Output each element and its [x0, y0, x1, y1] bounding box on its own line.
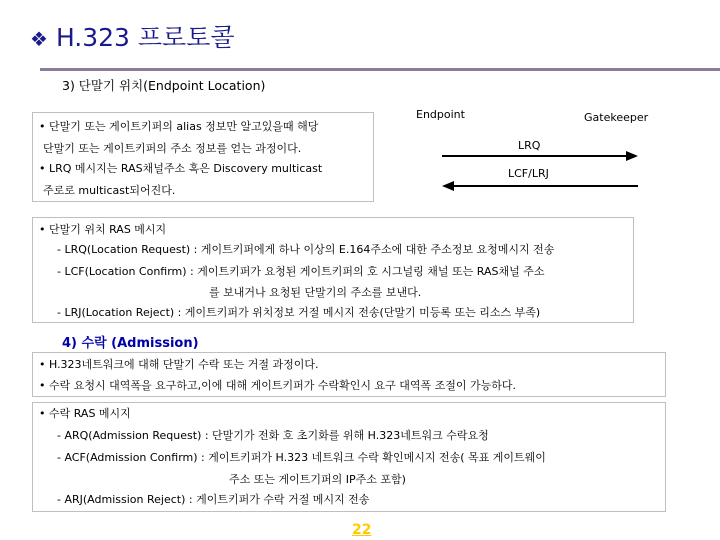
- ras-line: 를 보내거나 요청된 단말기의 주소를 보낸다.: [209, 286, 422, 299]
- section3-ras-messages-box: [32, 217, 634, 323]
- ras-line: 주소 또는 게이트기퍼의 IP주소 포함): [229, 473, 406, 486]
- section4-heading: 4) 수락 (Admission): [62, 336, 199, 351]
- lrq-arrow: [440, 150, 640, 162]
- ras-line: - LRQ(Location Request) : 게이트키퍼에게 하나 이상의 E.164주소에 대한 주소정보 요청메시지 전송: [57, 243, 555, 256]
- ras-line: • 단말기 위치 RAS 메시지: [39, 223, 167, 236]
- gatekeeper-label: Gatekeeper: [584, 111, 649, 124]
- diamond-bullet-icon: ❖: [30, 27, 48, 51]
- description-line: • LRQ 메시지는 RAS채널주소 혹은 Discovery multicast: [39, 162, 323, 175]
- description-line: • 수락 요청시 대역폭을 요구하고,이에 대해 게이트키퍼가 수락확인시 요구 대역폭 조절이 가능하다.: [39, 379, 516, 392]
- lcf-lrj-message-label: LCF/LRJ: [508, 167, 549, 180]
- section3-description-box: [32, 112, 374, 202]
- section4-description-box: [32, 352, 666, 397]
- page-title-text: H.323 프로토콜: [55, 23, 235, 52]
- endpoint-label: Endpoint: [416, 108, 465, 121]
- section3-heading: 3) 단말기 위치(Endpoint Location): [62, 78, 266, 93]
- title-divider: [40, 68, 720, 71]
- description-line: 단말기 또는 게이트키퍼의 주소 정보를 얻는 과정이다.: [43, 142, 302, 155]
- description-line: 주로로 multicast되어진다.: [43, 184, 176, 197]
- lrq-message-label: LRQ: [518, 139, 541, 152]
- description-line: • 단말기 또는 게이트키퍼의 alias 정보만 알고있을때 해당: [39, 120, 319, 133]
- ras-line: - ARJ(Admission Reject) : 게이트키퍼가 수락 거절 메시지 전송: [57, 493, 370, 506]
- description-line: • H.323네트워크에 대해 단말기 수락 또는 거절 과정이다.: [39, 358, 319, 371]
- lcf-lrj-arrow: [440, 180, 640, 192]
- page-number: 22: [352, 522, 372, 538]
- ras-line: - LRJ(Location Reject) : 게이트키퍼가 위치정보 거절 메시지 전송(단말기 미등록 또는 리소스 부족): [57, 306, 541, 319]
- ras-line: - ACF(Admission Confirm) : 게이트키퍼가 H.323 네트워크 수락 확인메시지 전송( 목표 게이트웨이: [57, 451, 546, 464]
- ras-line: - LCF(Location Confirm) : 게이트키퍼가 요청된 게이트키퍼의 호 시그널링 채널 또는 RAS채널 주소: [57, 265, 545, 278]
- ras-line: • 수락 RAS 메시지: [39, 407, 131, 420]
- section4-ras-messages-box: [32, 402, 666, 512]
- page-title: [30, 18, 235, 54]
- ras-line: - ARQ(Admission Request) : 단말기가 전화 호 초기화를 위해 H.323네트워크 수락요청: [57, 429, 489, 442]
